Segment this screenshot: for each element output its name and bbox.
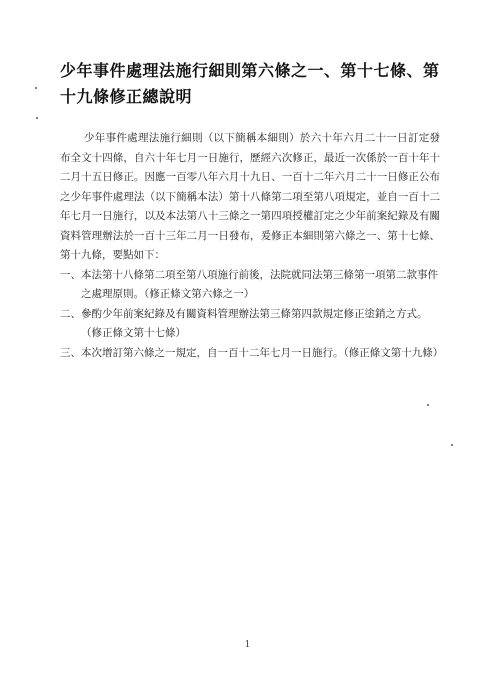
document-body bbox=[60, 129, 444, 363]
intro-paragraph: 少年事件處理法施行細則（以下簡稱本細則）於六十年六月二十一日訂定發布全文十四條，自六十年七月一日施行，歷經六次修正，最近一次係於一百十年十二月十五日修正。因應一百零八年六月十九日、一百十二年六月二十一日修正公布之少年事件處理法（以下簡稱本法）第十八條第二項至第八項規定，並自一百十二年七月一日施行，以及本法第八十三條之一第四項授權訂定之少年前案紀錄及有關資料管理辦法於一百十三年二月一日發布，爰修正本細則第六條之一、第十七條、第十九條，要點如下： bbox=[60, 132, 440, 261]
list-item-number: 二、 bbox=[60, 307, 81, 320]
list-item-2 bbox=[60, 305, 440, 344]
list-item-1 bbox=[60, 266, 440, 305]
list-item-text: 本次增訂第六條之一規定，自一百十二年七月一日施行。（修正條文第十九條） bbox=[81, 346, 444, 359]
scan-speck bbox=[451, 444, 453, 446]
scan-speck bbox=[427, 404, 429, 406]
page-number: 1 bbox=[244, 640, 251, 650]
list-item-number: 三、 bbox=[60, 346, 81, 359]
document-title: 少年事件處理法施行細則第六條之一、第十七條、第十九條修正總說明 bbox=[60, 61, 440, 106]
scan-speck bbox=[35, 87, 37, 89]
list-item-3 bbox=[60, 344, 444, 364]
list-item-text: 本法第十八條第二項至第八項施行前後，法院就同法第三條第一項第二款事件之處理原則。（修正條文第六條之一） bbox=[81, 268, 438, 300]
list-item-number: 一、 bbox=[60, 268, 81, 281]
scan-speck bbox=[36, 117, 38, 119]
list-item-text: 參酌少年前案紀錄及有關資料管理辦法第三條第四款規定修正塗銷之方式。（修正條文第十七條） bbox=[81, 307, 428, 339]
